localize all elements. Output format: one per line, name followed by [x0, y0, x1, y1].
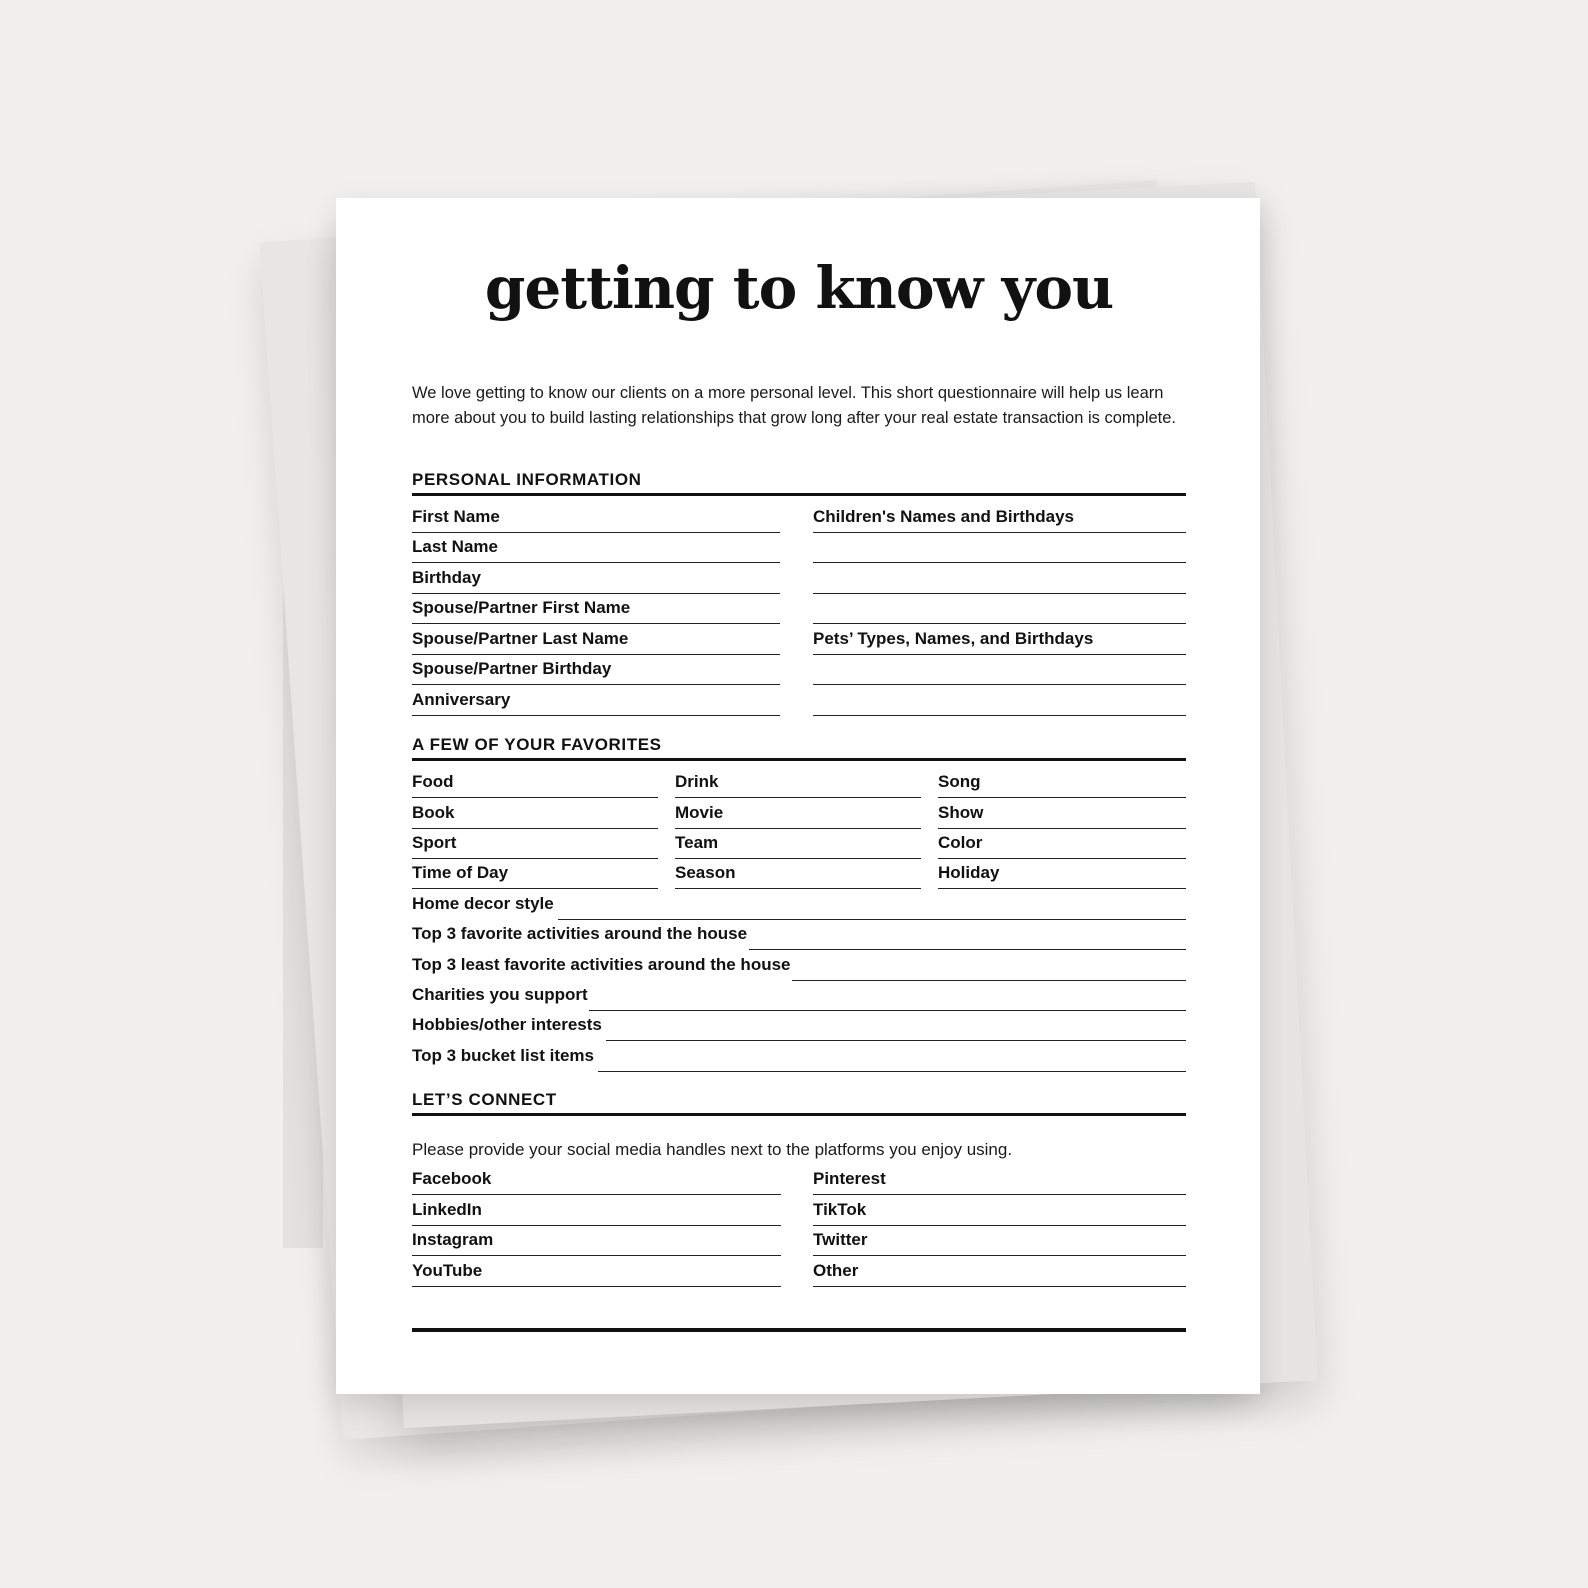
sport-field[interactable]	[412, 829, 658, 859]
spouse-first-name-field[interactable]	[412, 594, 780, 624]
twitter-field[interactable]	[813, 1226, 1186, 1256]
facebook-field[interactable]	[412, 1165, 781, 1195]
intro-paragraph: We love getting to know our clients on a more personal level. This short questionnaire will help us learn more about you to build lasting relationships that grow long after your real estate transaction is complete.	[412, 384, 1177, 427]
field-label: Team	[675, 833, 719, 852]
field-label: Sport	[412, 833, 457, 852]
field-label: Color	[938, 833, 983, 852]
field-label: Time of Day	[412, 863, 509, 882]
bucket-list-field[interactable]	[412, 1042, 1186, 1072]
birthday-field[interactable]	[412, 564, 780, 594]
field-label: Spouse/Partner First Name	[412, 598, 631, 617]
field-label: Other	[813, 1261, 859, 1280]
field-label: Spouse/Partner Last Name	[412, 629, 629, 648]
season-field[interactable]	[675, 859, 921, 889]
anniversary-field[interactable]	[412, 686, 780, 716]
field-label: Movie	[675, 803, 724, 822]
field-label: Holiday	[938, 863, 1000, 882]
pets-line[interactable]	[813, 655, 1186, 685]
children-names-line[interactable]	[813, 594, 1186, 624]
favorite-activities-field[interactable]	[412, 920, 1186, 950]
show-field[interactable]	[938, 799, 1186, 829]
book-field[interactable]	[412, 799, 658, 829]
personal-information-heading: PERSONAL INFORMATION	[412, 470, 1186, 496]
answer-line[interactable]	[598, 1071, 1186, 1072]
field-label: YouTube	[412, 1261, 483, 1280]
field-label: First Name	[412, 507, 500, 526]
field-label: Home decor style	[412, 894, 554, 913]
spouse-last-name-field[interactable]	[412, 625, 780, 655]
field-label: Anniversary	[412, 690, 511, 709]
field-label: Last Name	[412, 537, 498, 556]
pinterest-field[interactable]	[813, 1165, 1186, 1195]
field-label: Charities you support	[412, 985, 588, 1004]
page-title: getting to know you	[484, 254, 1114, 322]
instagram-field[interactable]	[412, 1226, 781, 1256]
time-of-day-field[interactable]	[412, 859, 658, 889]
field-label: Show	[938, 803, 984, 822]
answer-line[interactable]	[606, 1040, 1186, 1041]
movie-field[interactable]	[675, 799, 921, 829]
spouse-birthday-field[interactable]	[412, 655, 780, 685]
connect-note: Please provide your social media handles next to the platforms you enjoy using.	[412, 1140, 1013, 1159]
pets-field[interactable]	[813, 625, 1186, 655]
field-label: LinkedIn	[412, 1200, 482, 1219]
field-label: Season	[675, 863, 736, 882]
field-label: Spouse/Partner Birthday	[412, 659, 612, 678]
field-label: Children's Names and Birthdays	[813, 507, 1075, 526]
field-label: Top 3 least favorite activities around the house	[412, 955, 791, 974]
field-label: Pets’ Types, Names, and Birthdays	[813, 629, 1094, 648]
field-label: Song	[938, 772, 981, 791]
field-label: Food	[412, 772, 454, 791]
connect-heading: LET’S CONNECT	[412, 1090, 1186, 1116]
children-names-line[interactable]	[813, 564, 1186, 594]
youtube-field[interactable]	[412, 1257, 781, 1287]
questionnaire-page	[336, 198, 1260, 1394]
field-label: Facebook	[412, 1169, 492, 1188]
field-label: Hobbies/other interests	[412, 1015, 602, 1034]
tiktok-field[interactable]	[813, 1196, 1186, 1226]
drink-field[interactable]	[675, 768, 921, 798]
holiday-field[interactable]	[938, 859, 1186, 889]
field-label: Twitter	[813, 1230, 868, 1249]
field-label: TikTok	[813, 1200, 867, 1219]
field-label: Instagram	[412, 1230, 494, 1249]
answer-line[interactable]	[749, 949, 1186, 950]
color-field[interactable]	[938, 829, 1186, 859]
last-name-field[interactable]	[412, 533, 780, 563]
team-field[interactable]	[675, 829, 921, 859]
field-label: Pinterest	[813, 1169, 886, 1188]
other-field[interactable]	[813, 1257, 1186, 1287]
field-label: Book	[412, 803, 455, 822]
field-label: Top 3 bucket list items	[412, 1046, 595, 1065]
field-label: Birthday	[412, 568, 481, 587]
first-name-field[interactable]	[412, 503, 780, 533]
children-names-line[interactable]	[813, 533, 1186, 563]
hobbies-field[interactable]	[412, 1011, 1186, 1041]
linkedin-field[interactable]	[412, 1196, 781, 1226]
children-names-field[interactable]	[813, 503, 1186, 533]
favorites-heading: A FEW OF YOUR FAVORITES	[412, 735, 1186, 761]
charities-field[interactable]	[412, 981, 1186, 1011]
field-label: Drink	[675, 772, 719, 791]
field-label: Top 3 favorite activities around the house	[412, 924, 748, 943]
home-decor-field[interactable]	[412, 890, 1186, 920]
food-field[interactable]	[412, 768, 658, 798]
closing-rule	[412, 1328, 1186, 1332]
least-favorite-activities-field[interactable]	[412, 951, 1186, 981]
song-field[interactable]	[938, 768, 1186, 798]
pets-line[interactable]	[813, 686, 1186, 716]
